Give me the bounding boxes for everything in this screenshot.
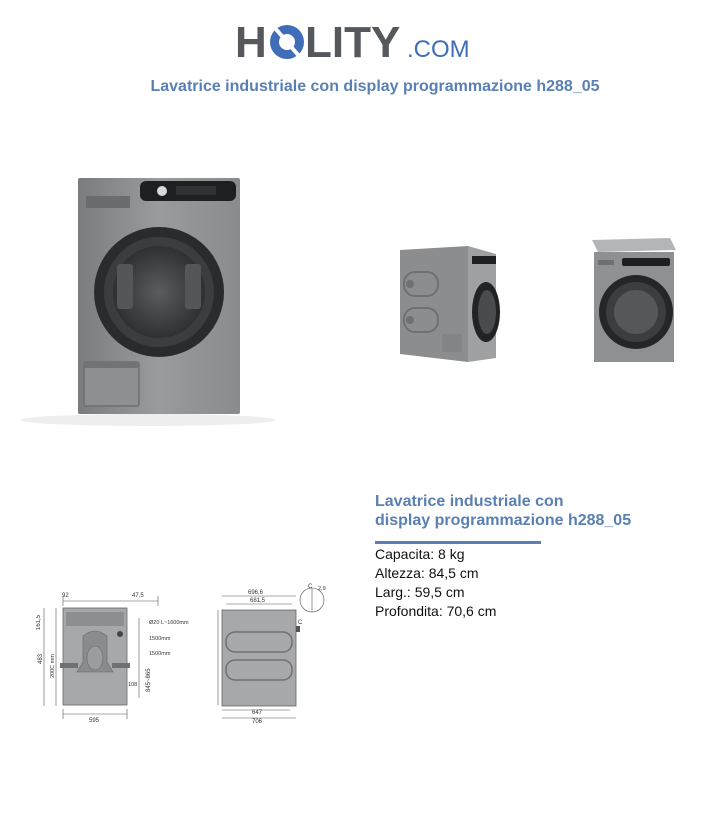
washer-side-image[interactable] [376,244,534,366]
dim-width: 595 [89,718,100,724]
washer-front-image[interactable] [18,172,282,428]
dim-top-right: 47,5 [132,593,144,599]
dim-depth-bottom: 647 [252,710,263,716]
dim-len-2: 1500mm [149,651,171,657]
product-title-line-1: Lavatrice industriale con [375,493,564,510]
logo-o-icon [270,25,304,59]
brand-logo[interactable] [0,18,720,68]
dim-right-height: 845~865 [146,668,152,692]
spec-list [375,545,496,621]
dim-top-left: 92 [62,593,69,599]
spec-capacity: Capacita: 8 kg [375,546,465,562]
technical-drawing-side [212,580,334,728]
logo-graphic [235,18,485,68]
logo-text: LITY [305,18,401,67]
dim-depth-bottom-2: 706 [252,719,263,725]
logo-suffix: .COM [407,36,470,63]
dim-left-height-2: 200C mm [50,654,56,678]
spec-height: Altezza: 84,5 cm [375,565,479,581]
dim-depth-top-2: 681,5 [250,598,266,604]
dim-depth-top: 696,6 [248,590,264,596]
title-divider [375,541,541,544]
page-title: Lavatrice industriale con display programmazione h288_05 [150,78,600,95]
washer-angle-image[interactable] [586,236,678,366]
dim-left-height: 483 [38,653,44,664]
product-title-line-2: display programmazione h288_05 [375,512,632,529]
dim-radius: 2,9 [318,586,326,592]
spec-width: Larg.: 59,5 cm [375,584,465,600]
dim-small: 108 [128,682,138,688]
dim-len-1: 1500mm [149,636,171,642]
dim-hose: Ø20 L~1600mm [149,620,189,626]
product-title [375,492,675,530]
dim-left-top: 161,5 [36,614,42,630]
dim-c-top: C [308,584,313,590]
spec-depth: Profondita: 70,6 cm [375,603,497,619]
technical-drawing-front [36,588,208,726]
dim-c-side: C [298,620,303,626]
logo-letter-h: H [235,18,267,67]
